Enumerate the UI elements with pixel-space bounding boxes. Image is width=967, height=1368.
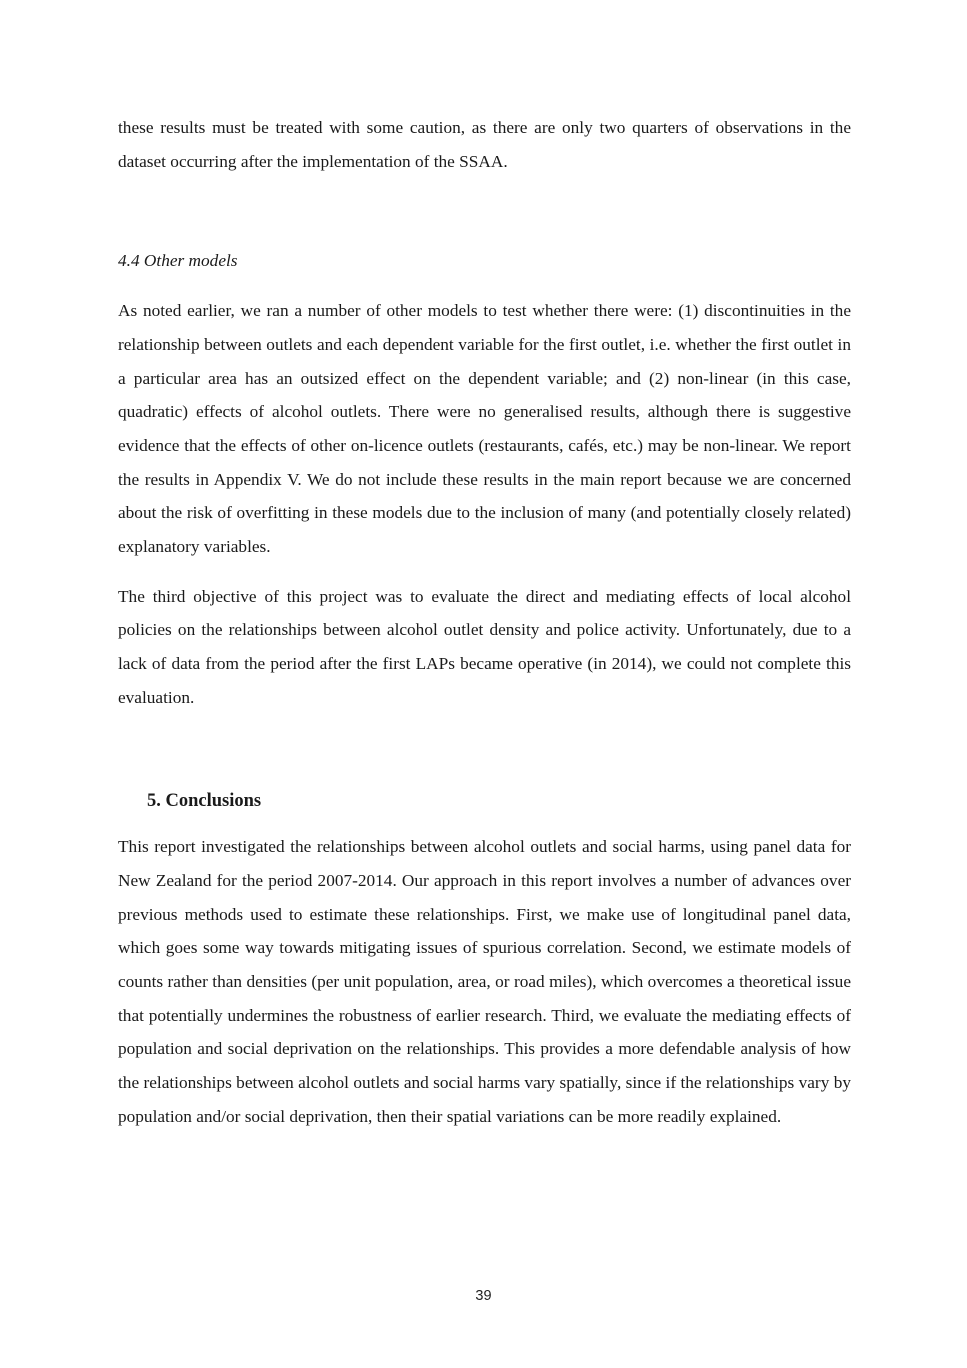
page-number: 39 — [475, 1288, 492, 1304]
conclusions-heading: 5. Conclusions — [147, 790, 262, 811]
other-models-paragraph: As noted earlier, we ran a number of other models to test whether there were: (1) discontinuities in the relationship between outlets and each dependent variable for the first outlet, i.e. whether the first outlet in a particular area has an outsized effect on the dependent variable; and (2) non-linear (in this case, quadratic) effects of alcohol outlets. There were no generalised results, although there is suggestive evidence that the effects of other on-licence outlets (restaurants, cafés, etc.) may be non-linear. We report the results in Appendix V. We do not include these results in the main report because we are concerned about the risk of overfitting in these models due to the inclusion of many (and potentially closely related) explanatory variables. — [118, 301, 851, 557]
conclusions-paragraph: This report investigated the relationships between alcohol outlets and social harms, using panel data for New Zealand for the period 2007-2014. Our approach in this report involves a number of advances over previous methods used to estimate these relationships. First, we make use of longitudinal panel data, which goes some way towards mitigating issues of spurious correlation. Second, we estimate models of counts rather than densities (per unit population, area, or road miles), which overcomes a theoretical issue that potentially undermines the robustness of earlier research. Third, we evaluate the mediating effects of population and social deprivation on the relationships. This provides a more defendable analysis of how the relationships between alcohol outlets and social harms vary spatially, since if the relationships vary by population and/or social deprivation, then their spatial variations can be more readily explained. — [118, 837, 851, 1126]
document-page — [118, 111, 851, 1134]
third-objective-paragraph: The third objective of this project was to evaluate the direct and mediating effects of local alcohol policies on the relationships between alcohol outlet density and police activity. Unfortunately, due to a lack of data from the period after the first LAPs became operative (in 2014), we could not complete this evaluation. — [118, 586, 851, 707]
section-4-4-heading: 4.4 Other models — [118, 251, 238, 271]
intro-paragraph: these results must be treated with some caution, as there are only two quarters of observations in the dataset occurring after the implementation of the SSAA. — [118, 118, 851, 171]
